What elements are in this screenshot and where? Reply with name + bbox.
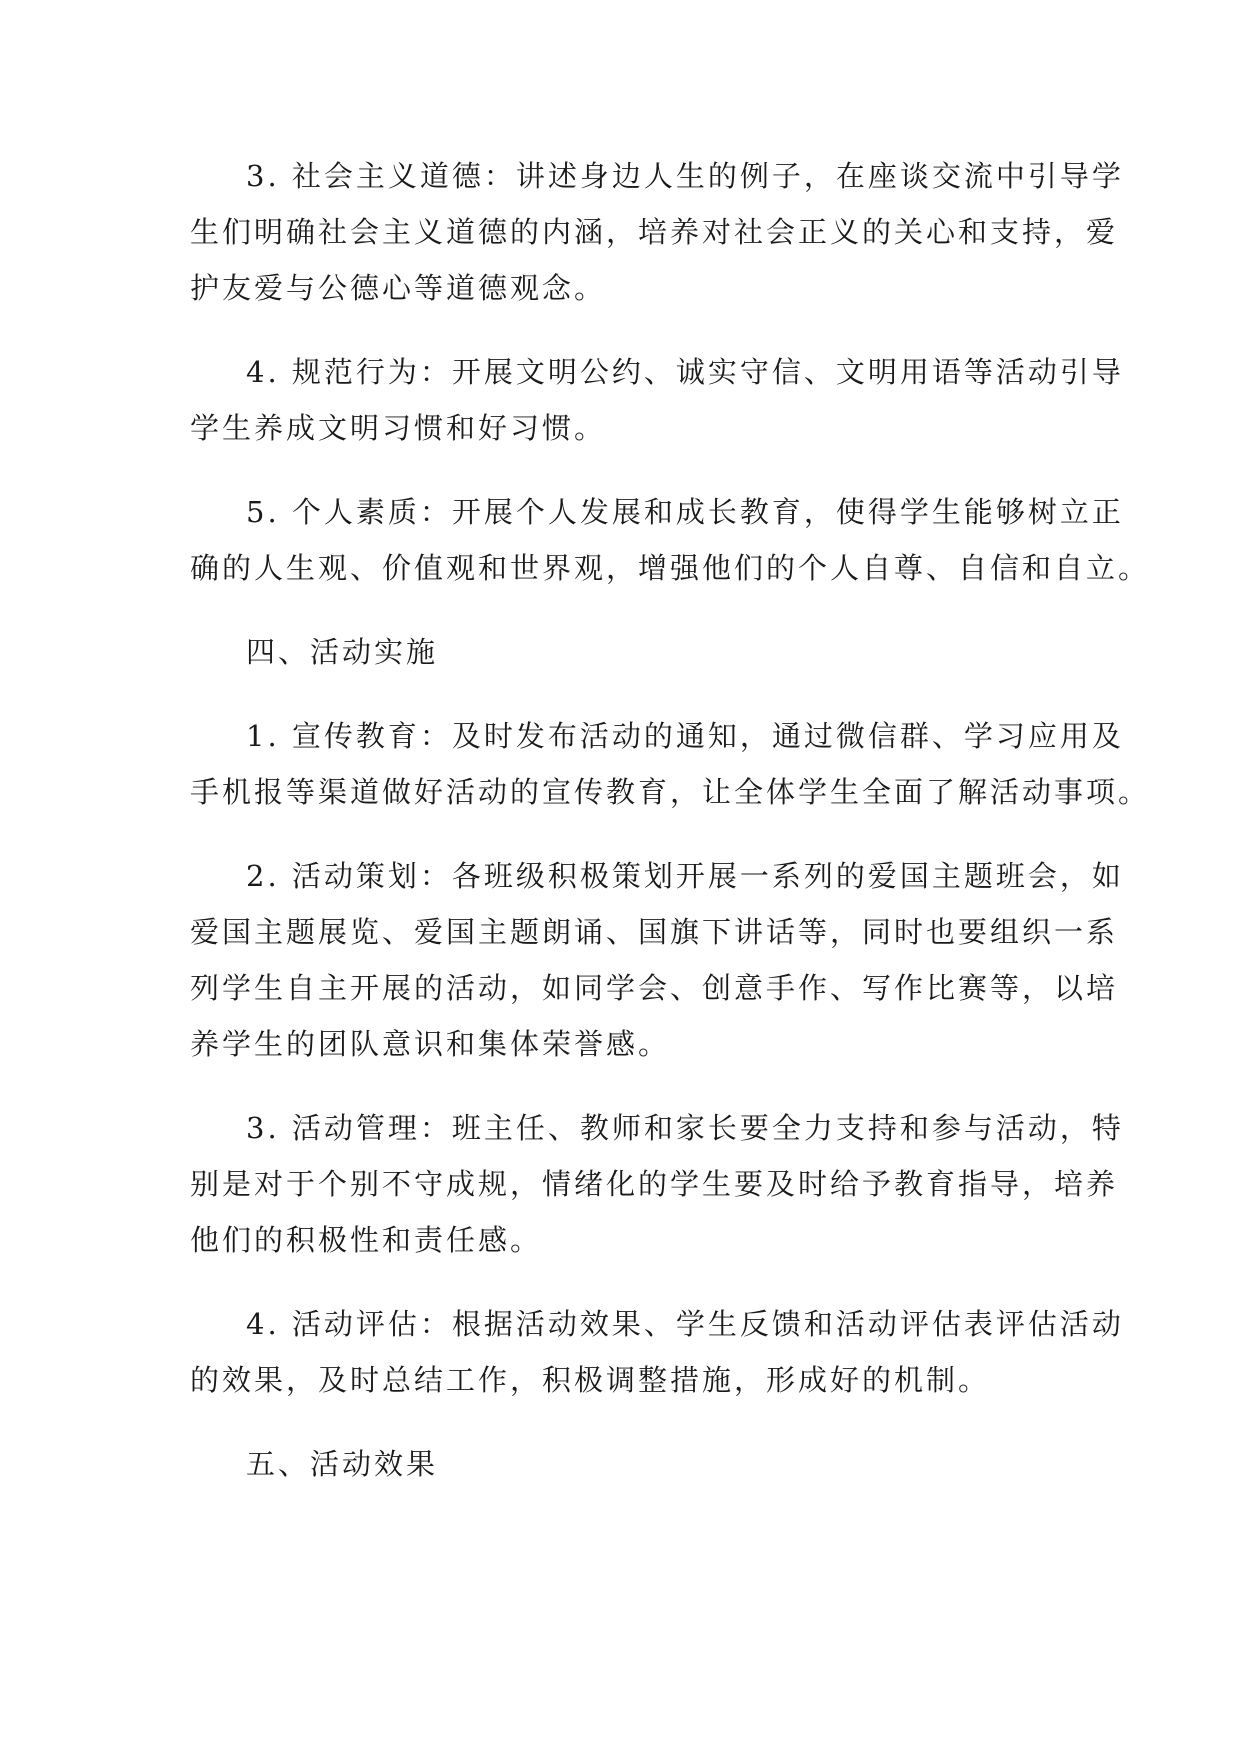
paragraph-socialist-morality xyxy=(190,148,1124,316)
paragraph-planning xyxy=(190,848,1124,1072)
paragraph-spacer xyxy=(190,316,1060,344)
paragraph-spacer xyxy=(190,680,1060,708)
paragraph-spacer xyxy=(190,596,1060,624)
paragraph-evaluation xyxy=(190,1296,1124,1408)
paragraph-line: 4. 活动评估：根据活动效果、学生反馈和活动评估表评估活动 xyxy=(246,1307,1124,1341)
paragraph-line: 别是对于个别不守成规，情绪化的学生要及时给予教育指导，培养 xyxy=(190,1167,1119,1201)
paragraph-spacer xyxy=(190,456,1060,484)
paragraph-spacer xyxy=(190,1408,1060,1436)
paragraph-spacer xyxy=(190,1268,1060,1296)
paragraph-line: 3. 活动管理：班主任、教师和家长要全力支持和参与活动，特 xyxy=(246,1111,1124,1145)
paragraph-spacer xyxy=(190,1072,1060,1100)
paragraph-line: 5. 个人素质：开展个人发展和成长教育，使得学生能够树立正 xyxy=(246,495,1124,529)
section-heading: 四、活动实施 xyxy=(246,635,439,669)
paragraph-standard-behavior xyxy=(190,344,1124,456)
paragraph-line: 护友爱与公德心等道德观念。 xyxy=(190,271,607,305)
paragraph-line: 2. 活动策划：各班级积极策划开展一系列的爱国主题班会，如 xyxy=(246,859,1124,893)
paragraph-publicity xyxy=(190,708,1151,820)
paragraph-line: 确的人生观、价值观和世界观，增强他们的个人自尊、自信和自立。 xyxy=(190,551,1151,585)
section-heading-results xyxy=(190,1436,1060,1492)
document-body xyxy=(190,148,1151,1492)
paragraph-line: 学生养成文明习惯和好习惯。 xyxy=(190,411,607,445)
paragraph-line: 手机报等渠道做好活动的宣传教育，让全体学生全面了解活动事项。 xyxy=(190,775,1151,809)
paragraph-line: 3. 社会主义道德：讲述身边人生的例子，在座谈交流中引导学 xyxy=(246,159,1124,193)
paragraph-line: 的效果，及时总结工作，积极调整措施，形成好的机制。 xyxy=(190,1363,991,1397)
paragraph-line: 养学生的团队意识和集体荣誉感。 xyxy=(190,1027,671,1061)
paragraph-line: 他们的积极性和责任感。 xyxy=(190,1223,543,1257)
paragraph-line: 4. 规范行为：开展文明公约、诚实守信、文明用语等活动引导 xyxy=(246,355,1124,389)
paragraph-line: 生们明确社会主义道德的内涵，培养对社会正义的关心和支持，爱 xyxy=(190,215,1119,249)
paragraph-line: 列学生自主开展的活动，如同学会、创意手作、写作比赛等，以培 xyxy=(190,971,1119,1005)
section-heading-implementation xyxy=(190,624,1060,680)
paragraph-spacer xyxy=(190,820,1060,848)
paragraph-management xyxy=(190,1100,1124,1268)
section-heading: 五、活动效果 xyxy=(246,1447,439,1481)
paragraph-line: 爱国主题展览、爱国主题朗诵、国旗下讲话等，同时也要组织一系 xyxy=(190,915,1119,949)
paragraph-personal-quality xyxy=(190,484,1151,596)
paragraph-line: 1. 宣传教育：及时发布活动的通知，通过微信群、学习应用及 xyxy=(246,719,1124,753)
